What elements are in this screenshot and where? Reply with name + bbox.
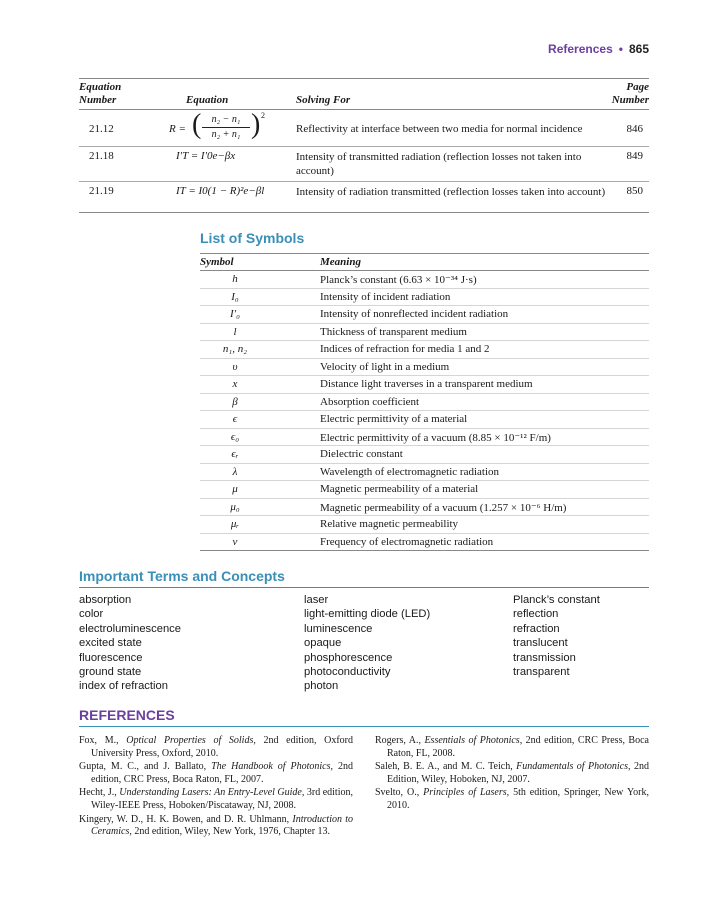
term: index of refraction	[79, 680, 168, 693]
symbol: ϵ	[232, 413, 238, 425]
term: luminescence	[304, 622, 373, 635]
symbols-title: List of Symbols	[200, 230, 305, 246]
term: transparent	[513, 666, 570, 679]
equation-formula: I′T = I′0e−βx	[176, 150, 236, 162]
reference-entry: Kingery, W. D., H. K. Bowen, and D. R. Uhlmann, Introduction to Ceramics, 2nd edition, Wiley, New York, 1976, Chapter 13.	[79, 813, 353, 838]
meaning: Intensity of incident radiation	[320, 290, 451, 303]
term: refraction	[513, 622, 560, 635]
term: light-emitting diode (LED)	[304, 608, 431, 621]
meaning: Wavelength of electromagnetic radiation	[320, 465, 500, 478]
term: Planck’s constant	[513, 594, 600, 606]
equation-row	[79, 182, 649, 213]
equation-number: 21.18	[89, 150, 114, 162]
running-head	[548, 42, 649, 56]
symbol: I′₀	[230, 308, 240, 320]
symbol-row	[200, 481, 649, 499]
term: fluorescence	[79, 651, 143, 664]
meaning: Distance light traverses in a transparent medium	[320, 378, 533, 390]
solving-for: Intensity of transmitted radiation (reflection losses not taken into account)	[296, 151, 582, 177]
term: reflection	[513, 608, 559, 621]
header-page-1: Page	[626, 81, 649, 93]
reference-entry: Gupta, M. C., and J. Ballato, The Handbook of Photonics, 2nd edition, CRC Press, Boca Raton, FL, 2007.	[79, 761, 353, 785]
meaning: Absorption coefficient	[320, 395, 420, 408]
symbol: μᵣ	[230, 518, 240, 530]
meaning: Magnetic permeability of a material	[320, 483, 479, 495]
meaning: Frequency of electromagnetic radiation	[320, 535, 494, 548]
equation-number: 21.12	[89, 123, 114, 135]
running-head-separator: •	[618, 42, 623, 56]
meaning: Thickness of transparent medium	[320, 325, 467, 338]
header-equation: Equation	[186, 94, 229, 106]
symbol: μ	[232, 483, 238, 495]
equation-power: 2	[261, 111, 265, 120]
symbol: ϵᵣ	[231, 448, 239, 460]
term: opaque	[304, 637, 342, 650]
symbol: l	[233, 325, 237, 338]
meaning: Velocity of light in a medium	[320, 360, 450, 373]
header-symbol: Symbol	[200, 256, 234, 268]
symbol: n₁, n₂	[222, 343, 248, 355]
term: color	[79, 608, 104, 621]
meaning: Relative magnetic permeability	[320, 518, 459, 530]
solving-for: Intensity of radiation transmitted (reflection losses taken into account)	[296, 186, 606, 198]
term: photoconductivity	[304, 666, 391, 679]
reference-entry: Svelto, O., Principles of Lasers, 5th edition, Springer, New York, 2010.	[375, 787, 649, 811]
symbol-row	[200, 359, 649, 377]
symbol-row	[200, 289, 649, 307]
term: laser	[304, 594, 329, 606]
equation-formula: IT = I0(1 − R)²e−βl	[176, 185, 265, 197]
meaning: Electric permittivity of a vacuum (8.85 × 10⁻¹² F/m)	[320, 431, 551, 444]
page-number: 865	[628, 42, 649, 56]
symbol-row	[200, 516, 649, 534]
references-right-column	[375, 735, 649, 814]
equation-formula: R = ( n₂ − n₁ n₂ + n₁ ) 2	[169, 109, 265, 140]
meaning: Electric permittivity of a material	[320, 413, 468, 425]
equation-lhs: R =	[169, 123, 186, 135]
symbol: I₀	[231, 290, 239, 303]
symbol: x	[232, 378, 238, 390]
term: excited state	[79, 637, 142, 650]
reference-entry: Saleh, B. E. A., and M. C. Teich, Fundamentals of Photonics, 2nd Edition, Wiley, Hoboken, NJ, 2007.	[375, 761, 649, 785]
symbol-row	[200, 534, 649, 552]
symbol-row	[200, 446, 649, 464]
symbol-row	[200, 324, 649, 342]
page-ref: 850	[626, 185, 643, 197]
symbol: ν	[232, 535, 238, 548]
reference-entry: Fox, M., Optical Properties of Solids, 2nd edition, Oxford University Press, Oxford, 2010.	[79, 735, 353, 759]
running-head-section: References	[548, 42, 613, 56]
header-equation-number-2: Number	[79, 94, 117, 106]
symbol: ϵ₀	[230, 430, 240, 443]
meaning: Intensity of nonreflected incident radiation	[320, 308, 509, 320]
header-equation-number-1: Equation	[79, 81, 122, 93]
symbol: μ₀	[230, 500, 240, 513]
equation-denominator: n₂ + n₁	[211, 129, 241, 140]
symbol-row	[200, 306, 649, 324]
symbol-row	[200, 341, 649, 359]
header-solving-for: Solving For	[296, 94, 351, 106]
meaning: Indices of refraction for media 1 and 2	[320, 343, 490, 355]
symbols-table	[200, 253, 649, 551]
reference-entry: Rogers, A., Essentials of Photonics, 2nd edition, CRC Press, Boca Raton, FL, 2008.	[375, 735, 649, 759]
term: electroluminescence	[79, 622, 181, 635]
symbol: h	[232, 273, 238, 285]
term: transmission	[513, 651, 576, 664]
references-left-column	[79, 735, 353, 840]
term: absorption	[79, 594, 132, 606]
equation-table-header	[79, 78, 649, 110]
terms-divider	[79, 587, 649, 588]
term: ground state	[79, 666, 142, 679]
references-title: REFERENCES	[79, 707, 175, 723]
equation-table	[79, 78, 649, 213]
symbol-row	[200, 411, 649, 429]
symbol-row	[200, 394, 649, 412]
terms-column-2	[304, 593, 430, 694]
equation-row	[79, 110, 649, 147]
symbol-row	[200, 271, 649, 289]
term: phosphorescence	[304, 651, 393, 664]
symbols-header	[200, 253, 649, 271]
term: translucent	[513, 637, 568, 650]
equation-row	[79, 147, 649, 182]
meaning: Planck’s constant (6.63 × 10⁻³⁴ J·s)	[320, 274, 477, 286]
references-divider	[79, 726, 649, 727]
equation-number: 21.19	[89, 185, 114, 197]
header-meaning: Meaning	[320, 256, 361, 268]
reference-entry: Hecht, J., Understanding Lasers: An Entry-Level Guide, 3rd edition, Wiley-IEEE Press, Hoboken/Piscataway, NJ, 2008.	[79, 787, 353, 811]
terms-column-1	[79, 593, 181, 694]
meaning: Dielectric constant	[320, 448, 403, 460]
symbol-row	[200, 464, 649, 482]
terms-column-3	[513, 593, 600, 679]
symbol-row	[200, 376, 649, 394]
symbol-row	[200, 429, 649, 447]
page-ref: 846	[626, 123, 643, 135]
term: photon	[304, 680, 339, 693]
symbol-row	[200, 499, 649, 517]
solving-for: Reflectivity at interface between two media for normal incidence	[296, 123, 583, 135]
symbol: β	[232, 395, 238, 408]
page-ref: 849	[626, 150, 643, 162]
terms-title: Important Terms and Concepts	[79, 568, 285, 584]
equation-numerator: n₂ − n₁	[211, 114, 241, 125]
header-page-2: Number	[611, 94, 649, 106]
symbol: υ	[232, 360, 238, 373]
symbol: λ	[232, 465, 238, 478]
meaning: Magnetic permeability of a vacuum (1.257 × 10⁻⁶ H/m)	[320, 501, 567, 514]
